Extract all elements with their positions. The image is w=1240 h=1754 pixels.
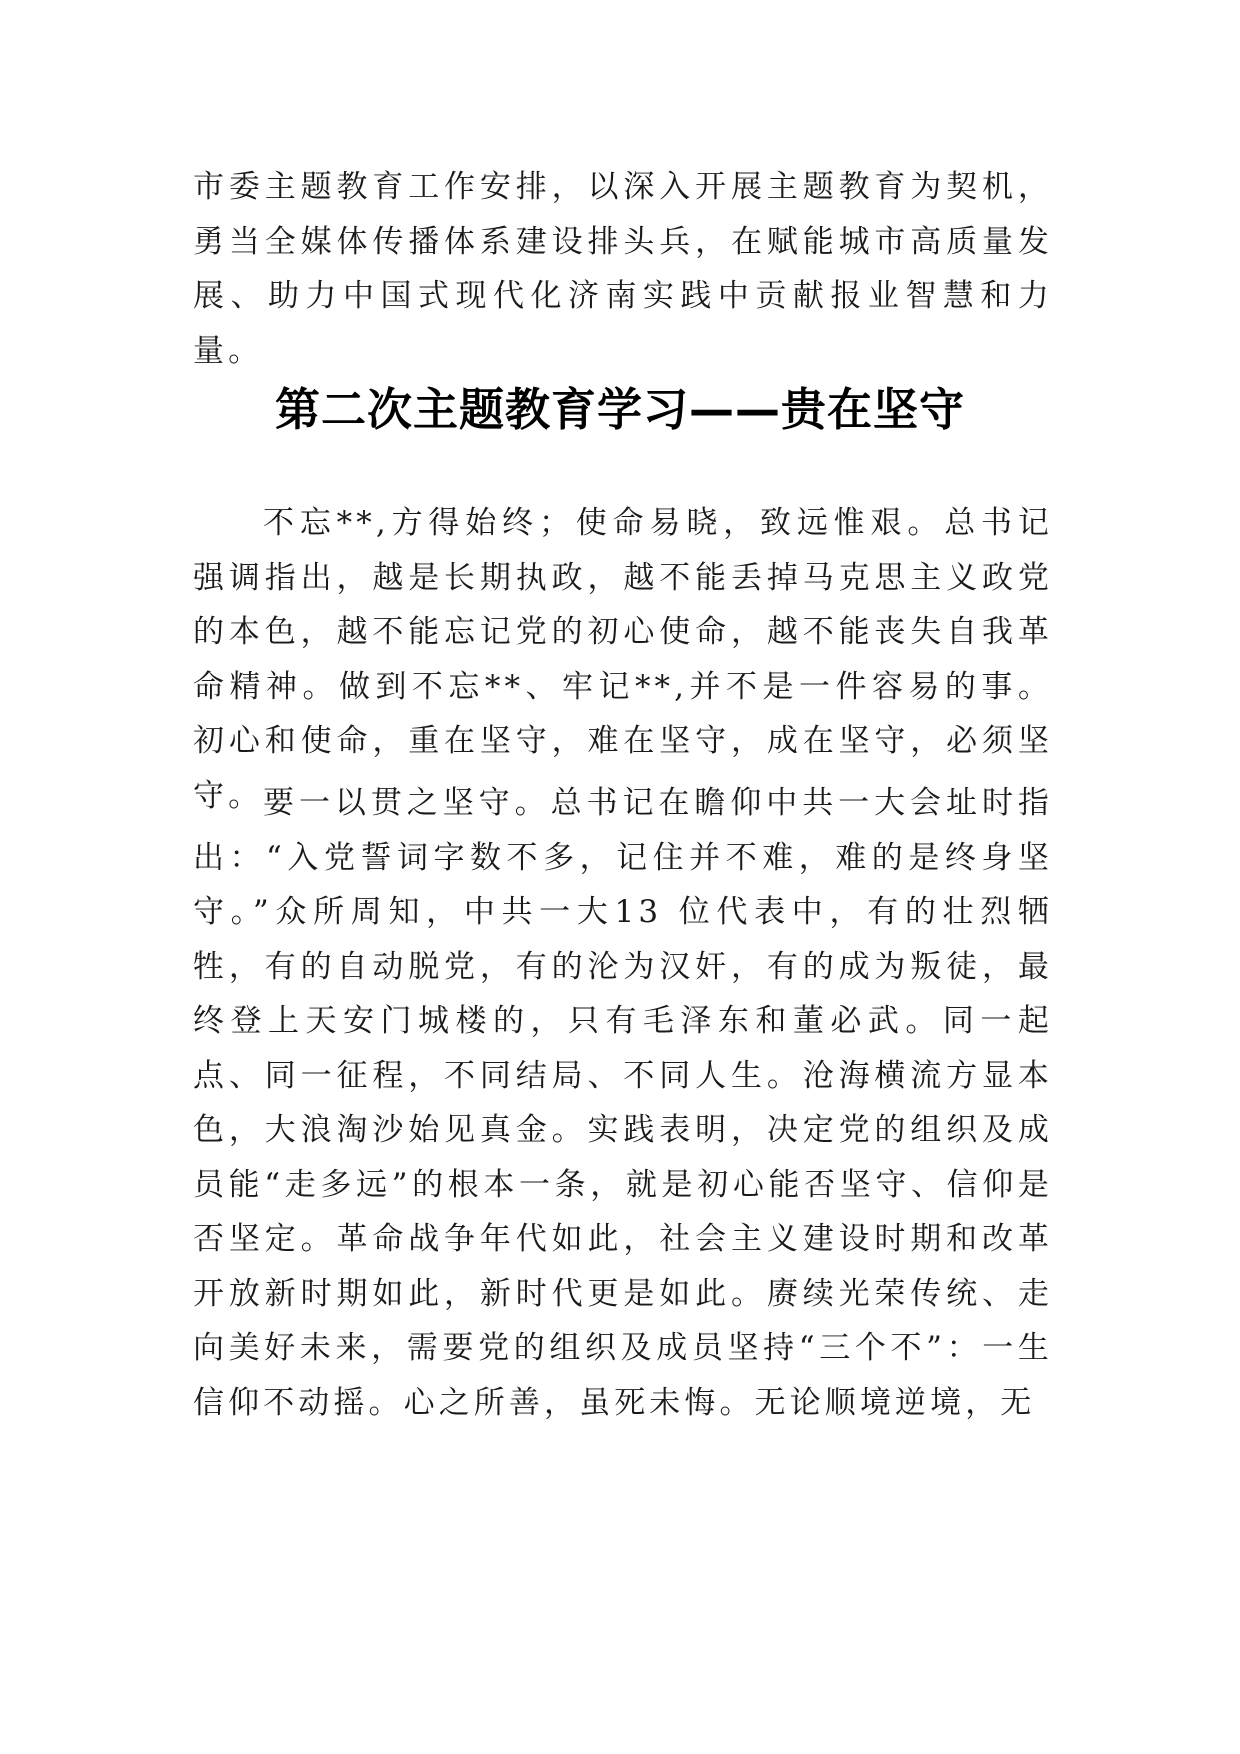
- body-paragraph-1: 不忘**,方得始终；使命易晓，致远惟艰。总书记强调指出，越是长期执政，越不能丢掉马克思主义政党的本色，越不能忘记党的初心使命，越不能丧失自我革命精神。做到不忘**、牢记**,并不是一件容易的事。初心和使命，重在坚守，难在坚守，成在坚守，必须坚守。: [193, 505, 1053, 814]
- continuation-paragraph: 市委主题教育工作安排，以深入开展主题教育为契机，勇当全媒体传播体系建设排头兵，在赋能城市高质量发展、助力中国式现代化济南实践中贡献报业智慧和力量。: [193, 169, 1053, 369]
- section-title: 第二次主题教育学习——贵在坚守: [274, 383, 965, 436]
- body-paragraph-2: 要一以贯之坚守。总书记在瞻仰中共一大会址时指出：“入党誓词字数不多，记住并不难，难的是终身坚守。”众所周知，中共一大13 位代表中，有的壮烈牺牲，有的自动脱党，有的沦为汉奸，有的成为叛徒，最终登上天安门城楼的，只有毛泽东和董必武。同一起点、同一征程，不同结局、不同人生。沧海横流方显本色，大浪淘沙始见真金。实践表明，决定党的组织及成员能“走多远”的根本一条，就是初心能否坚守、信仰是否坚定。革命战争年代如此，社会主义建设时期和改革开放新时期如此，新时代更是如此。赓续光荣传统、走向美好未来，需要党的组织及成员坚持“三个不”：一生信仰不动摇。心之所善，虽死未悔。无论顺境逆境，无: [193, 785, 1053, 1421]
